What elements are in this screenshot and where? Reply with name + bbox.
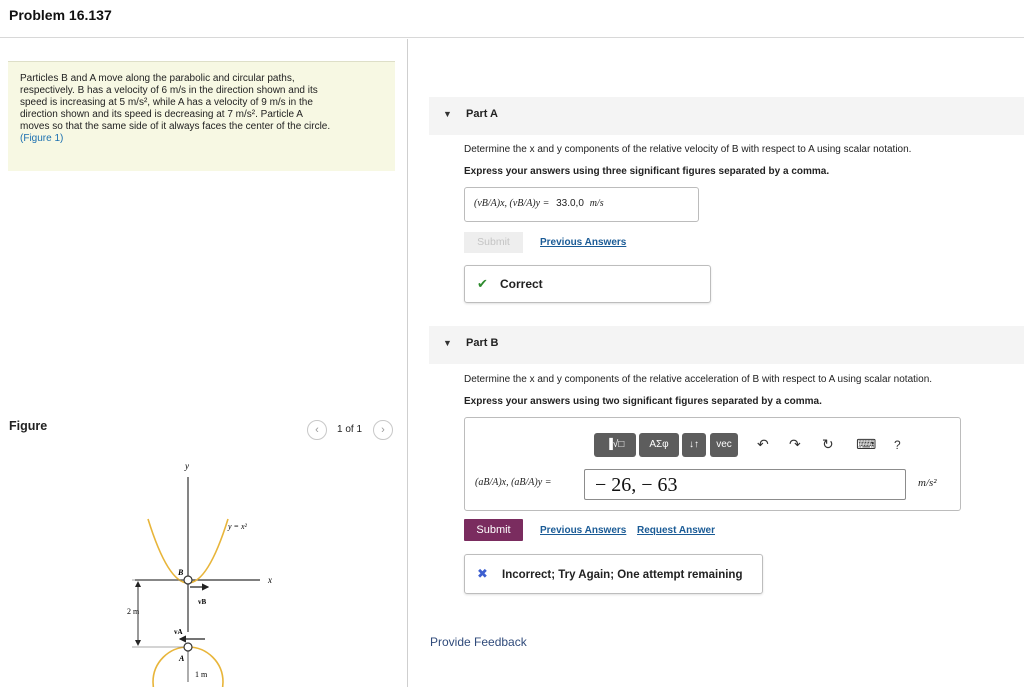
particle-a xyxy=(184,643,192,651)
part-b-title: Part B xyxy=(466,337,499,349)
velocity-b-label: vB xyxy=(198,598,207,606)
radius-label: 1 m xyxy=(195,670,208,679)
figure-counter: 1 of 1 xyxy=(337,424,363,435)
part-a-answer-value: 33.0,0 xyxy=(556,198,584,209)
part-a-question: Determine the x and y components of the relative velocity of B with respect to A using scalar notation. xyxy=(464,144,912,155)
part-a-feedback-text: Correct xyxy=(500,277,543,291)
part-b-submit-button[interactable]: Submit xyxy=(464,519,523,541)
help-icon[interactable]: ? xyxy=(894,438,901,452)
distance-label: 2 m xyxy=(127,607,140,616)
figure-label: Figure xyxy=(9,419,48,433)
redo-icon[interactable]: ↷ xyxy=(789,436,801,452)
problem-line-1: Particles B and A move along the parabolic and circular paths, xyxy=(20,73,295,84)
provide-feedback-link[interactable]: Provide Feedback xyxy=(430,635,527,649)
page-title: Problem 16.137 xyxy=(9,7,112,23)
part-b-previous-answers-link[interactable]: Previous Answers xyxy=(540,525,627,536)
part-a-feedback xyxy=(464,265,711,303)
particle-a-label: A xyxy=(179,654,185,663)
problem-statement xyxy=(8,61,395,171)
part-a-header[interactable] xyxy=(429,97,1024,135)
sort-button[interactable]: ↓↑ xyxy=(682,433,706,457)
problem-line-2: respectively. B has a velocity of 6 m/s in the direction shown and its xyxy=(20,84,318,96)
problem-line-5: moves so that the same side of it always faces the center of the circle. xyxy=(20,120,331,132)
part-b-feedback-text: Incorrect; Try Again; One attempt remaining xyxy=(502,569,743,581)
collapse-caret-icon[interactable]: ▼ xyxy=(443,338,452,348)
prev-figure-button[interactable]: ‹ xyxy=(307,420,327,440)
part-b-answer-label: (aB/A)x, (aB/A)y = xyxy=(475,477,552,488)
vector-button[interactable]: vec xyxy=(710,433,738,457)
problem-line-4: direction shown and its speed is decreasing at 7 m/s². Particle A xyxy=(20,108,303,120)
collapse-caret-icon[interactable]: ▼ xyxy=(443,109,452,119)
keyboard-icon[interactable]: ⌨ xyxy=(856,436,877,452)
part-b-answer-input[interactable]: − 26, − 63 xyxy=(584,469,906,500)
x-axis-label: x xyxy=(268,575,272,585)
right-panel xyxy=(409,39,1024,687)
header-bar xyxy=(0,0,1024,38)
particle-b xyxy=(184,576,192,584)
part-a-answer-label: (vB/A)x, (vB/A)y = xyxy=(474,198,550,209)
incorrect-icon: ✖ xyxy=(477,566,488,581)
particle-b-label: B xyxy=(178,568,184,577)
part-a-instruction: Express your answers using three significant figures separated by a comma. xyxy=(464,166,830,177)
templates-button[interactable]: ▐√□ xyxy=(594,433,636,457)
symbols-button[interactable]: ΑΣφ xyxy=(639,433,679,457)
reset-icon[interactable]: ↻ xyxy=(822,436,834,452)
problem-figure xyxy=(110,457,290,687)
part-b-answer-box xyxy=(464,417,961,511)
part-a-submit-button[interactable]: Submit xyxy=(464,232,523,253)
problem-line-3: speed is increasing at 5 m/s², while A has a velocity of 9 m/s in the xyxy=(20,96,313,108)
velocity-a-label: vA xyxy=(174,628,183,636)
left-panel xyxy=(0,39,408,687)
parabola-label: y = x² xyxy=(228,522,247,531)
part-a-title: Part A xyxy=(466,108,498,120)
check-icon: ✔ xyxy=(477,276,488,291)
next-figure-button[interactable]: › xyxy=(373,420,393,440)
part-b-question: Determine the x and y components of the relative acceleration of B with respect to A using scalar notation. xyxy=(464,374,933,385)
part-a-answer-box xyxy=(464,187,699,222)
undo-icon[interactable]: ↶ xyxy=(757,436,769,452)
figure-link[interactable]: (Figure 1) xyxy=(20,132,64,144)
part-b-instruction: Express your answers using two significant figures separated by a comma. xyxy=(464,396,822,407)
part-b-header[interactable] xyxy=(429,326,1024,364)
request-answer-link[interactable]: Request Answer xyxy=(637,525,715,536)
part-a-answer-units: m/s xyxy=(589,198,604,209)
part-b-answer-units: m/s² xyxy=(918,477,937,489)
part-b-feedback xyxy=(464,554,763,594)
y-axis-label: y xyxy=(185,461,189,471)
part-a-previous-answers-link[interactable]: Previous Answers xyxy=(540,237,627,248)
